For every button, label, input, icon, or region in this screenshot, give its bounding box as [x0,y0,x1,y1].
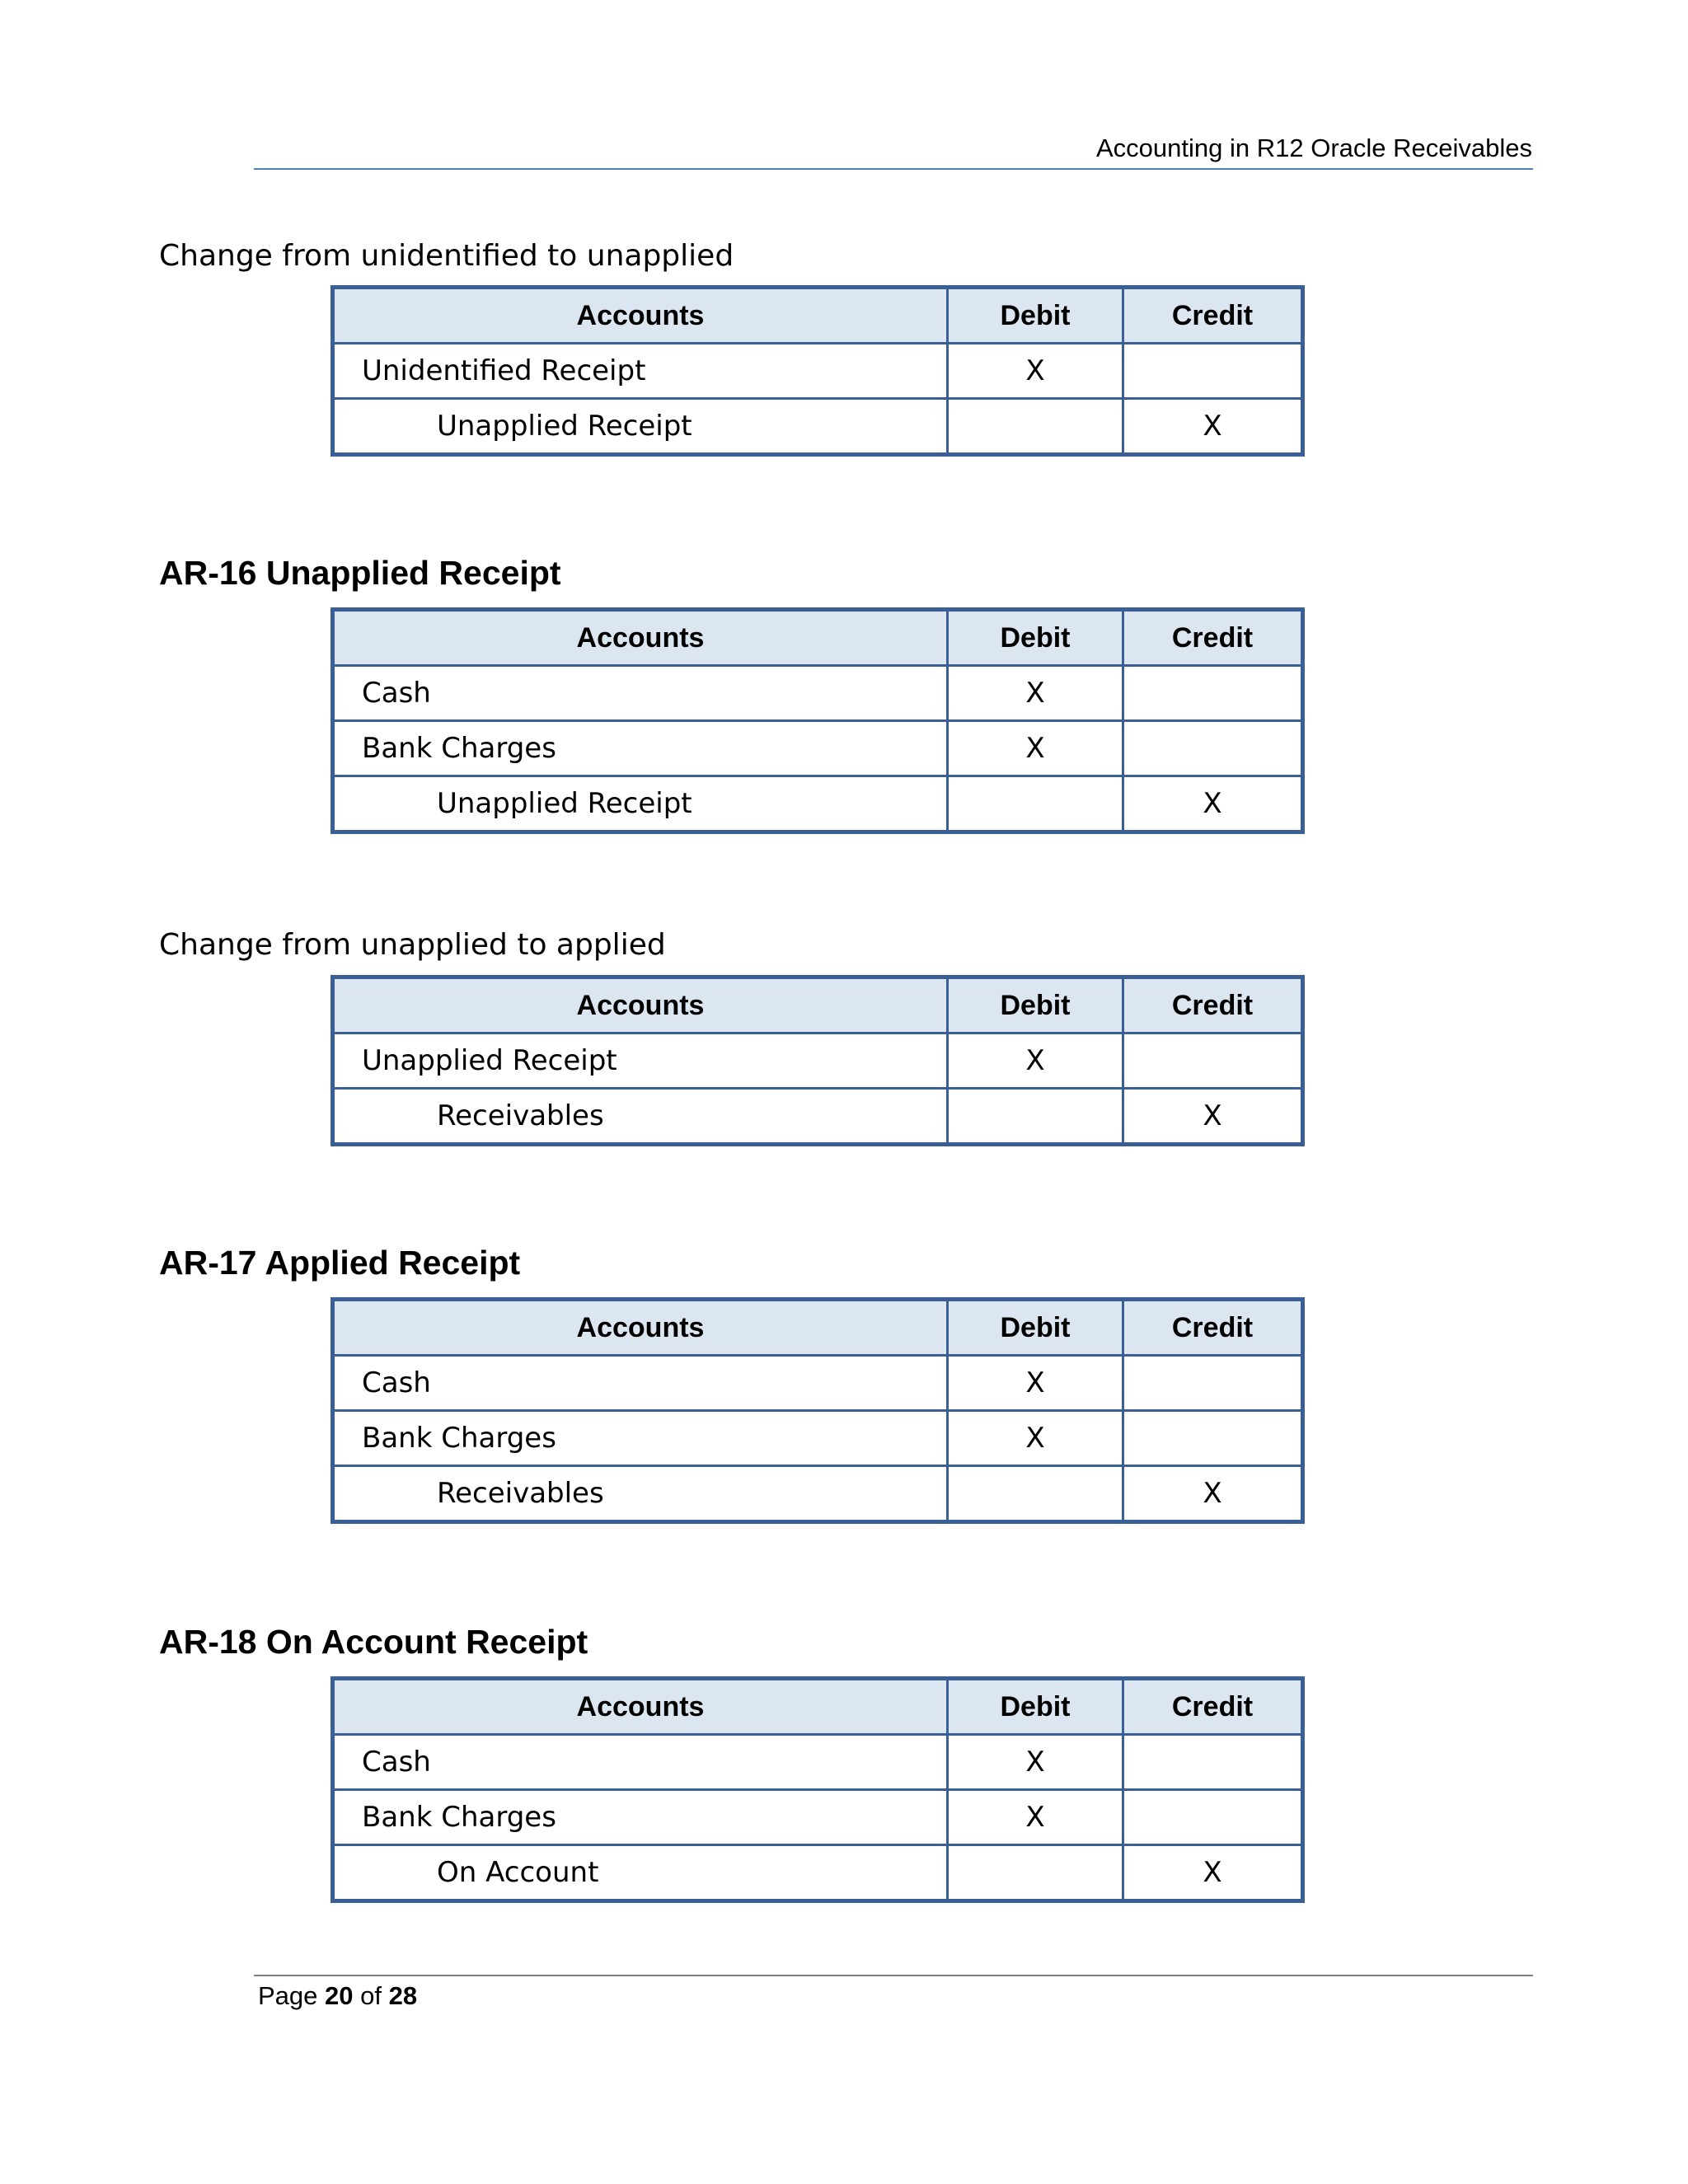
total-page-count: 28 [388,1981,418,2010]
accounts-column-header: Accounts [333,977,948,1033]
account-cell: Unidentified Receipt [333,344,948,399]
table-row [333,1466,1303,1522]
debit-cell: X [948,666,1123,721]
table-header-row [333,288,1303,344]
account-cell: Bank Charges [333,1790,948,1845]
table-row [333,1845,1303,1901]
table-row [333,776,1303,832]
section-heading-unidentified-to-unapplied: Change from unidentified to unapplied [159,239,734,273]
debit-column-header: Debit [948,1300,1123,1356]
table-row [333,399,1303,455]
section-heading-ar-17: AR-17 Applied Receipt [159,1244,521,1282]
credit-cell [1123,1033,1303,1089]
page-number [258,1981,417,2011]
credit-column-header: Credit [1123,977,1303,1033]
journal-table-ar-18 [331,1676,1305,1903]
debit-cell: X [948,721,1123,776]
journal-table-unapplied-to-applied [331,975,1305,1146]
credit-column-header: Credit [1123,610,1303,666]
credit-column-header: Credit [1123,288,1303,344]
table-row [333,1356,1303,1411]
credit-cell: X [1123,399,1303,455]
table-row [333,721,1303,776]
debit-cell [948,1089,1123,1145]
credit-cell [1123,666,1303,721]
debit-column-header: Debit [948,288,1123,344]
credit-cell: X [1123,1845,1303,1901]
credit-cell [1123,1790,1303,1845]
running-header: Accounting in R12 Oracle Receivables [1096,134,1532,162]
account-cell: Cash [333,1356,948,1411]
account-cell: Unapplied Receipt [333,399,948,455]
credit-cell [1123,1411,1303,1466]
credit-cell: X [1123,776,1303,832]
current-page-number: 20 [325,1981,354,2010]
credit-column-header: Credit [1123,1679,1303,1735]
table-row [333,1411,1303,1466]
footer-divider [254,1975,1533,1976]
table-row [333,1089,1303,1145]
account-cell: Receivables [333,1466,948,1522]
debit-cell: X [948,1790,1123,1845]
accounts-column-header: Accounts [333,1300,948,1356]
section-heading-unapplied-to-applied: Change from unapplied to applied [159,928,666,962]
header-divider [254,168,1533,170]
debit-column-header: Debit [948,977,1123,1033]
debit-cell: X [948,1735,1123,1790]
page-word: Page [258,1981,318,2010]
table-header-row [333,1300,1303,1356]
section-heading-ar-16: AR-16 Unapplied Receipt [159,554,561,592]
debit-cell [948,1845,1123,1901]
table-row [333,1735,1303,1790]
account-cell: Cash [333,666,948,721]
debit-cell: X [948,1356,1123,1411]
table-row [333,666,1303,721]
table-header-row [333,610,1303,666]
account-cell: Bank Charges [333,721,948,776]
debit-cell: X [948,344,1123,399]
credit-cell [1123,344,1303,399]
debit-cell [948,776,1123,832]
credit-cell [1123,721,1303,776]
credit-cell: X [1123,1466,1303,1522]
table-header-row [333,1679,1303,1735]
debit-cell [948,399,1123,455]
debit-column-header: Debit [948,610,1123,666]
account-cell: On Account [333,1845,948,1901]
account-cell: Bank Charges [333,1411,948,1466]
accounts-column-header: Accounts [333,288,948,344]
accounts-column-header: Accounts [333,610,948,666]
table-row [333,344,1303,399]
journal-table-unidentified-to-unapplied [331,285,1305,457]
section-heading-ar-18: AR-18 On Account Receipt [159,1623,588,1661]
credit-cell: X [1123,1089,1303,1145]
table-row [333,1033,1303,1089]
debit-cell [948,1466,1123,1522]
of-word: of [360,1981,382,2010]
account-cell: Cash [333,1735,948,1790]
debit-column-header: Debit [948,1679,1123,1735]
debit-cell: X [948,1411,1123,1466]
account-cell: Receivables [333,1089,948,1145]
table-row [333,1790,1303,1845]
accounts-column-header: Accounts [333,1679,948,1735]
journal-table-ar-16 [331,607,1305,834]
credit-cell [1123,1356,1303,1411]
table-header-row [333,977,1303,1033]
account-cell: Unapplied Receipt [333,1033,948,1089]
journal-table-ar-17 [331,1297,1305,1524]
credit-cell [1123,1735,1303,1790]
account-cell: Unapplied Receipt [333,776,948,832]
credit-column-header: Credit [1123,1300,1303,1356]
debit-cell: X [948,1033,1123,1089]
